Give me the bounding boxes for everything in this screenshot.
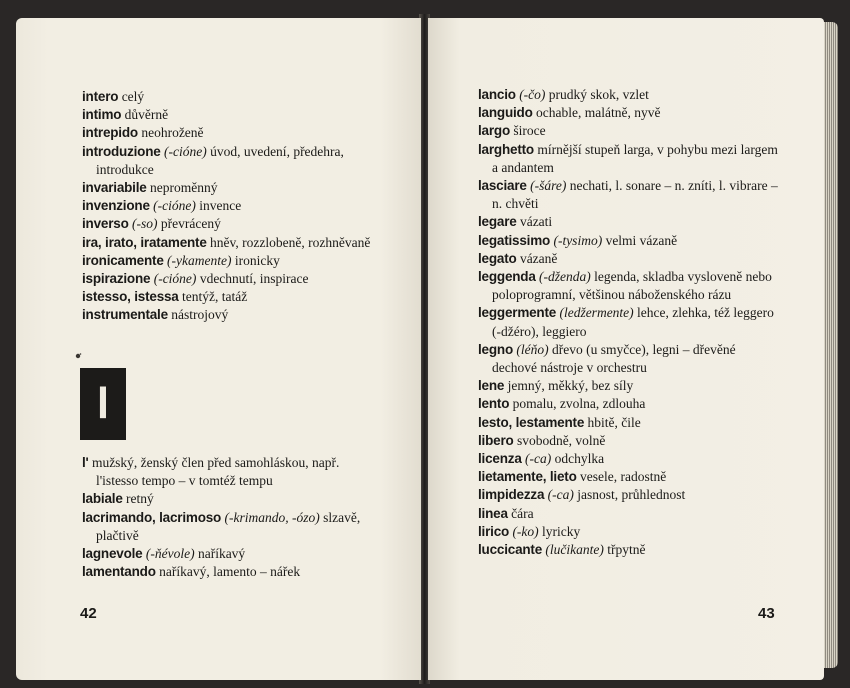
dictionary-entry — [82, 197, 382, 215]
entry-pronunciation: (-krimando, -ózo) — [221, 509, 320, 525]
dictionary-entry — [478, 104, 778, 122]
entry-headword: intrepido — [82, 125, 138, 141]
entry-pronunciation: (-ko) — [509, 523, 539, 539]
entry-definition: ironicky — [231, 252, 280, 268]
entry-pronunciation: (-cióne) — [149, 198, 196, 214]
entry-headword: lietamente, lieto — [478, 469, 577, 485]
dictionary-entry — [82, 270, 382, 288]
entry-definition: nechati, l. sonare – n. zníti, l. vibrare – n. chvěti — [492, 178, 778, 212]
dictionary-entry — [82, 490, 382, 508]
dictionary-entry — [478, 414, 778, 432]
page-edges — [824, 22, 838, 668]
dictionary-entry — [478, 468, 778, 486]
entry-pronunciation: (-šáre) — [526, 178, 567, 194]
entry-headword: luccicante — [478, 542, 543, 558]
dictionary-entry — [82, 509, 382, 545]
right-page — [428, 18, 824, 680]
entry-pronunciation: (-čo) — [515, 87, 546, 102]
entry-headword: larghetto — [478, 141, 534, 157]
entry-definition: retný — [122, 491, 154, 507]
entry-pronunciation: (-cióne) — [160, 143, 207, 159]
entry-headword: intimo — [82, 107, 122, 123]
entry-definition: nástrojový — [167, 307, 229, 323]
entry-pronunciation: (-ykamente) — [163, 252, 232, 268]
entry-headword: libero — [478, 432, 514, 448]
dictionary-entry — [82, 124, 382, 142]
entry-definition: svobodně, volně — [513, 432, 606, 448]
entry-definition: čára — [507, 505, 534, 521]
entry-headword: lagnevole — [82, 546, 143, 562]
dictionary-entry — [478, 505, 778, 523]
dictionary-entry — [478, 395, 778, 413]
entry-definition: legenda, skladba vysloveně nebo poloprogramní, většinou náboženského rázu — [492, 269, 772, 303]
entry-headword: lesto, lestamente — [478, 414, 585, 430]
entry-headword: legno — [478, 341, 513, 357]
entry-definition: neohroženě — [137, 125, 204, 141]
dictionary-entry — [82, 306, 382, 324]
dictionary-entry — [82, 563, 382, 581]
entry-headword: labiale — [82, 491, 123, 507]
dictionary-entry — [478, 122, 778, 140]
entry-headword: l' — [82, 455, 89, 470]
dictionary-entry — [478, 86, 778, 104]
entry-list-top — [82, 88, 382, 325]
entry-headword: lasciare — [478, 178, 527, 194]
dictionary-entry — [478, 304, 778, 340]
entry-headword: ironicamente — [82, 252, 164, 268]
entry-headword: largo — [478, 123, 511, 139]
entry-headword: inverso — [82, 216, 129, 232]
entry-pronunciation: (ledžermente) — [556, 305, 634, 321]
entry-headword: licenza — [478, 451, 522, 467]
dictionary-entry — [82, 106, 382, 124]
entry-definition: celý — [118, 89, 145, 104]
entry-headword: ira, irato, iratamente — [82, 234, 207, 250]
entry-definition: tentýž, tatáž — [178, 289, 248, 305]
entry-list-bottom — [82, 454, 382, 581]
entry-definition: ochable, malátně, nyvě — [532, 105, 661, 121]
entry-definition: převrácený — [157, 216, 221, 232]
entry-definition: odchylka — [551, 451, 605, 467]
entry-headword: istesso, istessa — [82, 289, 179, 305]
entry-definition: naříkavý, lamento – nářek — [155, 564, 301, 580]
entry-headword: legato — [478, 250, 517, 266]
dictionary-entry — [478, 341, 778, 377]
entry-headword: ispirazione — [82, 271, 151, 287]
entry-list — [478, 86, 778, 559]
entry-headword: lento — [478, 396, 510, 412]
entry-definition: vdechnutí, inspirace — [196, 271, 309, 287]
entry-definition: široce — [510, 123, 546, 139]
dictionary-entry — [82, 143, 382, 179]
dictionary-entry — [82, 288, 382, 306]
entry-headword: lacrimando, lacrimoso — [82, 509, 222, 525]
dictionary-entry — [478, 432, 778, 450]
entry-definition: mírnější stupeň larga, v pohybu mezi largem a andantem — [492, 141, 778, 175]
dictionary-entry — [82, 454, 382, 490]
entry-pronunciation: (-so) — [128, 216, 158, 232]
entry-definition: neproměnný — [146, 180, 218, 196]
entry-definition: vesele, radostně — [576, 469, 667, 485]
entry-definition: velmi vázaně — [602, 232, 678, 248]
entry-pronunciation: (-ca) — [544, 487, 574, 503]
entry-headword: lirico — [478, 523, 510, 539]
entry-definition: jemný, měkký, bez síly — [504, 378, 634, 394]
entry-headword: intero — [82, 89, 119, 104]
entry-headword: legare — [478, 214, 517, 230]
dictionary-entry — [478, 141, 778, 177]
entry-definition: dřevo (u smyčce), legni – dřevěné dechové nástroje v orchestru — [492, 341, 736, 376]
dictionary-entry — [478, 250, 778, 268]
entry-headword: instrumentale — [82, 307, 168, 323]
entry-definition: lyricky — [538, 523, 581, 539]
ornament-icon — [74, 352, 82, 360]
entry-pronunciation: (-ňévole) — [142, 546, 195, 562]
entry-headword: invenzione — [82, 198, 150, 214]
entry-headword: lene — [478, 378, 505, 394]
entry-definition: třpytně — [603, 542, 646, 558]
dictionary-entry — [478, 232, 778, 250]
left-page — [16, 18, 421, 680]
entry-pronunciation: (-ca) — [521, 451, 552, 467]
entry-headword: languido — [478, 105, 533, 121]
dictionary-entry — [478, 213, 778, 231]
entry-definition: pomalu, zvolna, zdlouha — [509, 396, 646, 412]
entry-pronunciation: (-tysimo) — [550, 232, 603, 248]
entry-definition: vázati — [516, 214, 553, 230]
entry-pronunciation: (-dženda) — [535, 269, 591, 285]
entry-headword: introduzione — [82, 143, 161, 159]
entry-definition: hbitě, čile — [584, 414, 641, 430]
entry-headword: invariabile — [82, 180, 147, 196]
dictionary-entry — [478, 268, 778, 304]
dictionary-entry — [478, 377, 778, 395]
dictionary-entry — [478, 523, 778, 541]
dictionary-entry — [82, 234, 382, 252]
entry-headword: legatissimo — [478, 232, 551, 248]
dictionary-entry — [478, 486, 778, 504]
section-letter-block: l — [80, 368, 126, 440]
entry-definition: naříkavý — [194, 546, 246, 562]
dictionary-entry — [82, 215, 382, 233]
entry-definition: invence — [195, 198, 242, 214]
dictionary-entry — [82, 179, 382, 197]
entry-definition: mužský, ženský člen před samohláskou, např. l'istesso tempo – v tomtéž tempu — [88, 455, 340, 489]
entry-pronunciation: (léňo) — [513, 341, 549, 357]
entry-definition: úvod, uvedení, předehra, introdukce — [96, 143, 344, 177]
dictionary-entry — [478, 541, 778, 559]
entry-headword: leggermente — [478, 305, 557, 321]
page-number: 42 — [80, 605, 97, 622]
dictionary-entry — [478, 177, 778, 213]
dictionary-entry — [82, 88, 382, 106]
page-number: 43 — [758, 605, 775, 622]
entry-headword: leggenda — [478, 269, 536, 285]
entry-pronunciation: (lučikante) — [542, 542, 604, 558]
entry-definition: vázaně — [516, 250, 558, 266]
entry-definition: prudký skok, vzlet — [545, 87, 649, 102]
entry-headword: limpidezza — [478, 487, 545, 503]
entry-definition: jasnost, průhlednost — [573, 487, 686, 503]
entry-headword: lamentando — [82, 564, 156, 580]
entry-definition: důvěrně — [121, 107, 169, 123]
dictionary-entry — [478, 450, 778, 468]
entry-pronunciation: (-cióne) — [150, 271, 197, 287]
entry-headword: linea — [478, 505, 508, 521]
entry-definition: slzavě, plačtivě — [96, 509, 361, 543]
entry-definition: lehce, zlehka, též leggero (-džéro), leggiero — [492, 305, 774, 339]
dictionary-entry — [82, 252, 382, 270]
entry-headword: lancio — [478, 87, 516, 102]
entry-definition: hněv, rozzlobeně, rozhněvaně — [206, 234, 371, 250]
dictionary-entry — [82, 545, 382, 563]
